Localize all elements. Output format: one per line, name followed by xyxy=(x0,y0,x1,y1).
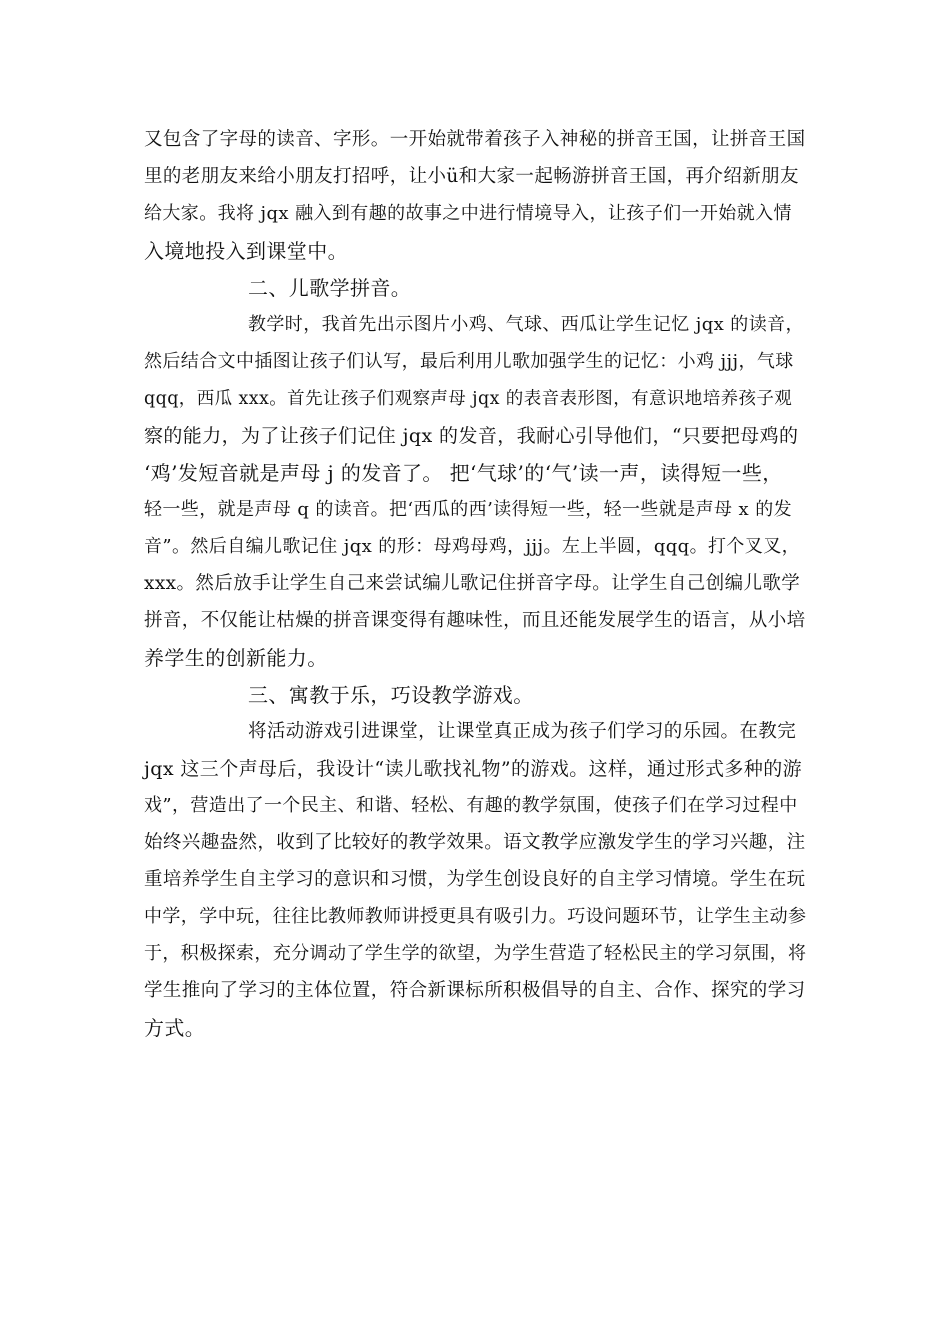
text-line: 然后结合文中插图让孩子们认写，最后利用儿歌加强学生的记忆：小鸡 jjj，气球 xyxy=(144,351,794,372)
text-line: 入境地投入到课堂中。 xyxy=(144,239,348,263)
text-line: 拼音，不仅能让枯燥的拼音课变得有趣味性，而且还能发展学生的语言，从小培 xyxy=(144,610,806,631)
text-line: 始终兴趣盎然，收到了比较好的教学效果。语文教学应激发学生的学习兴趣，注 xyxy=(144,832,806,853)
text-line: qqq，西瓜 xxx。首先让孩子们观察声母 jqx 的表音表形图，有意识地培养孩子观 xyxy=(144,389,793,409)
text-line: 察的能力，为了让孩子们记住 jqx 的发音，我耐心引导他们，“只要把母鸡的 xyxy=(144,425,799,447)
text-line: jqx 这三个声母后，我设计“读儿歌找礼物”的游戏。这样，通过形式多种的游 xyxy=(144,758,803,780)
section-heading: 二、儿歌学拼音。 xyxy=(248,276,412,300)
text-line: 轻一些，就是声母 q 的读音。把‘西瓜的西’读得短一些，轻一些就是声母 x 的发 xyxy=(144,499,793,520)
text-line: 给大家。我将 jqx 融入到有趣的故事之中进行情境导入，让孩子们一开始就入情 xyxy=(144,203,792,224)
text-line: 又包含了字母的读音、字形。一开始就带着孩子入神秘的拼音王国，让拼音王国 xyxy=(144,129,806,150)
text-line: 教学时，我首先出示图片小鸡、气球、西瓜让学生记忆 jqx 的读音， xyxy=(248,314,804,335)
text-line: 学生推向了学习的主体位置，符合新课标所积极倡导的自主、合作、探究的学习 xyxy=(144,980,806,1001)
text-line: ‘鸡’发短音就是声母 j 的发音了。 把‘气球’的‘气’读一声，读得短一些， xyxy=(144,461,783,485)
text-line: 里的老朋友来给小朋友打招呼，让小ü和大家一起畅游拼音王国，再介绍新朋友 xyxy=(144,166,799,187)
text-line: xxx。然后放手让学生自己来尝试编儿歌记住拼音字母。让学生自己创编儿歌学 xyxy=(144,573,801,594)
text-line: 中学，学中玩，往往比教师教师讲授更具有吸引力。巧设问题环节，让学生主动参 xyxy=(144,906,807,927)
text-line: 将活动游戏引进课堂，让课堂真正成为孩子们学习的乐园。在教完 xyxy=(248,721,797,742)
text-line: 戏”，营造出了一个民主、和谐、轻松、有趣的教学氛围，使孩子们在学习过程中 xyxy=(144,795,798,816)
text-line: 重培养学生自主学习的意识和习惯，为学生创设良好的自主学习情境。学生在玩 xyxy=(144,869,806,890)
text-line: 于，积极探索，充分调动了学生学的欲望，为学生营造了轻松民主的学习氛围，将 xyxy=(144,943,807,964)
text-line: 养学生的创新能力。 xyxy=(144,646,328,670)
section-heading: 三、寓教于乐，巧设教学游戏。 xyxy=(248,683,534,707)
text-line: 方式。 xyxy=(144,1016,206,1040)
text-line: 音”。然后自编儿歌记住 jqx 的形：母鸡母鸡，jjj。左上半圆，qqq。打个叉叉， xyxy=(144,536,801,557)
